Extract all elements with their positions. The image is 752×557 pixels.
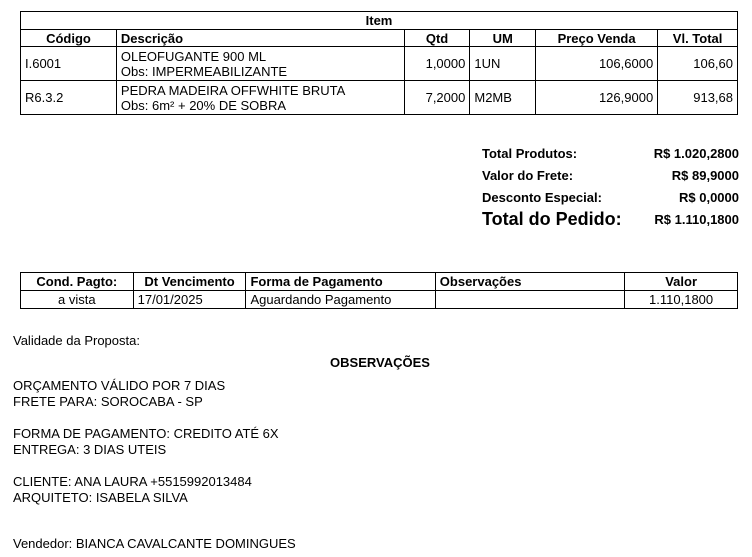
item-description bbox=[116, 81, 404, 115]
payment-method: Aguardando Pagamento bbox=[246, 291, 435, 309]
discount-label: Desconto Especial: bbox=[482, 190, 602, 205]
item-price: 126,9000 bbox=[536, 81, 658, 115]
total-products-row bbox=[482, 146, 742, 168]
table-row bbox=[21, 81, 738, 115]
item-code: I.6001 bbox=[21, 47, 117, 81]
header-description: Descrição bbox=[116, 30, 404, 47]
freight-value: R$ 89,9000 bbox=[671, 168, 739, 183]
payment-observations bbox=[435, 291, 624, 309]
item-description-line: PEDRA MADEIRA OFFWHITE BRUTA bbox=[120, 82, 346, 98]
items-table-title: Item bbox=[21, 12, 738, 30]
table-row bbox=[21, 291, 738, 309]
due-date: 17/01/2025 bbox=[133, 291, 246, 309]
items-table bbox=[20, 11, 738, 115]
total-products-label: Total Produtos: bbox=[482, 146, 578, 161]
observations-title: OBSERVAÇÕES bbox=[330, 355, 430, 370]
header-payment-condition: Cond. Pagto: bbox=[21, 273, 134, 291]
header-observations: Observações bbox=[435, 273, 624, 291]
item-observation: Obs: 6m² + 20% DE SOBRA bbox=[120, 97, 287, 113]
header-code: Código bbox=[21, 30, 117, 47]
freight-label: Valor do Frete: bbox=[482, 168, 574, 183]
note-line: ENTREGA: 3 DIAS UTEIS bbox=[13, 442, 167, 457]
header-value: Valor bbox=[625, 273, 738, 291]
header-qty: Qtd bbox=[404, 30, 470, 47]
item-unit: M2MB bbox=[470, 81, 536, 115]
item-total: 913,68 bbox=[658, 81, 738, 115]
header-price: Preço Venda bbox=[536, 30, 658, 47]
note-line: FORMA DE PAGAMENTO: CREDITO ATÉ 6X bbox=[13, 426, 279, 441]
header-total: Vl. Total bbox=[658, 30, 738, 47]
order-total-label: Total do Pedido: bbox=[482, 209, 622, 229]
header-due-date: Dt Vencimento bbox=[133, 273, 246, 291]
payment-value: 1.110,1800 bbox=[625, 291, 738, 309]
item-qty: 7,2000 bbox=[404, 81, 470, 115]
item-qty: 1,0000 bbox=[404, 47, 470, 81]
note-line: ARQUITETO: ISABELA SILVA bbox=[13, 490, 188, 505]
payment-table bbox=[20, 272, 738, 309]
item-price: 106,6000 bbox=[536, 47, 658, 81]
item-description-line: OLEOFUGANTE 900 ML bbox=[120, 48, 267, 64]
header-unit: UM bbox=[470, 30, 536, 47]
discount-value: R$ 0,0000 bbox=[679, 190, 739, 205]
table-row bbox=[21, 47, 738, 81]
note-line: CLIENTE: ANA LAURA +5515992013484 bbox=[13, 474, 252, 489]
validity-label: Validade da Proposta: bbox=[13, 333, 140, 348]
order-totals bbox=[482, 146, 742, 234]
item-description bbox=[116, 47, 404, 81]
note-line: ORÇAMENTO VÁLIDO POR 7 DIAS bbox=[13, 378, 226, 393]
item-unit: 1UN bbox=[470, 47, 536, 81]
item-observation: Obs: IMPERMEABILIZANTE bbox=[120, 63, 288, 79]
order-total-row bbox=[482, 209, 742, 234]
freight-row bbox=[482, 168, 742, 190]
payment-condition: a vista bbox=[21, 291, 134, 309]
note-line: FRETE PARA: SOROCABA - SP bbox=[13, 394, 203, 409]
total-products-value: R$ 1.020,2800 bbox=[653, 146, 739, 161]
item-code: R6.3.2 bbox=[21, 81, 117, 115]
seller-line: Vendedor: BIANCA CAVALCANTE DOMINGUES bbox=[13, 536, 296, 551]
header-payment-method: Forma de Pagamento bbox=[246, 273, 435, 291]
order-total-value: R$ 1.110,1800 bbox=[654, 212, 739, 227]
item-total: 106,60 bbox=[658, 47, 738, 81]
